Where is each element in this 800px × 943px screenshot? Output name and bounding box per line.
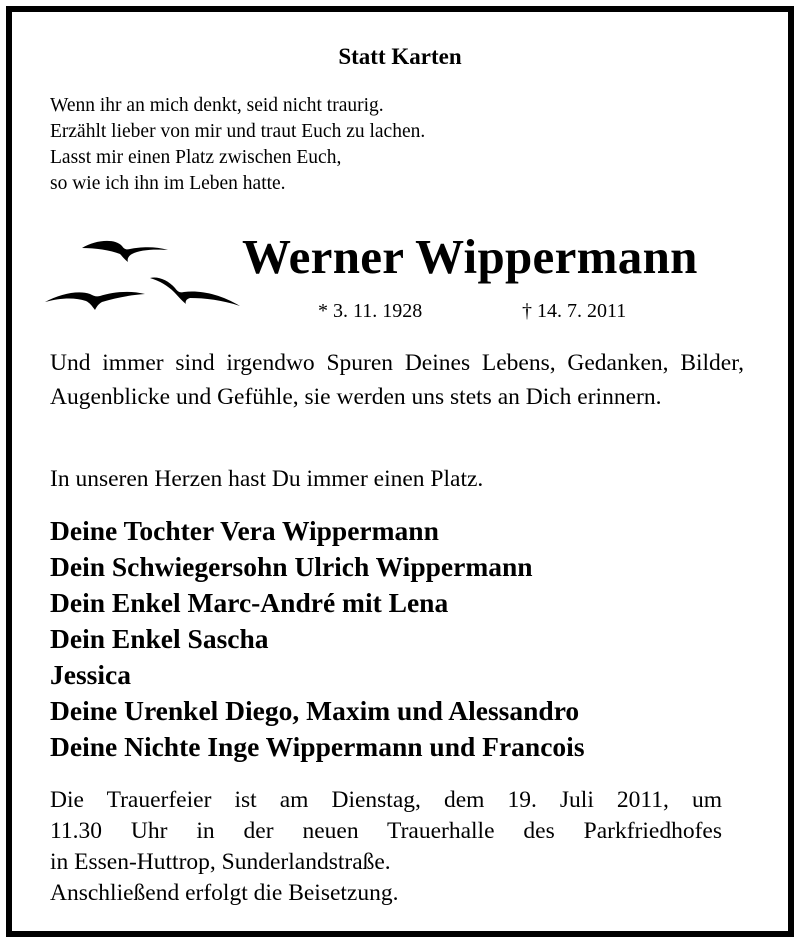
deceased-name: Werner Wippermann	[242, 229, 698, 284]
mourner: Deine Nichte Inge Wippermann und Francois	[50, 731, 585, 762]
funeral-line: Anschließend erfolgt die Beisetzung.	[50, 880, 399, 906]
funeral-info	[50, 785, 722, 909]
poem-line: Erzählt lieber von mir und traut Euch zu lachen.	[50, 121, 426, 142]
memorial-paragraph: Und immer sind irgendwo Spuren Deines Lebens, Gedanken, Bilder, Augenblicke und Gefühle, sie werden uns stets an Dich erinnern.	[50, 350, 744, 410]
mourner: Deine Urenkel Diego, Maxim und Alessandro	[50, 695, 580, 726]
poem-line: Wenn ihr an mich denkt, seid nicht traurig.	[50, 95, 384, 116]
mourners-list	[50, 513, 585, 765]
poem-line: Lasst mir einen Platz zwischen Euch,	[50, 147, 342, 168]
mourner: Jessica	[50, 659, 131, 690]
funeral-line: 11.30 Uhr in der neuen Trauerhalle des Parkfriedhofes	[50, 818, 722, 844]
notice-header: Statt Karten	[338, 44, 462, 69]
mourner: Dein Enkel Marc-André mit Lena	[50, 587, 449, 618]
poem	[50, 93, 425, 197]
birds-icon	[40, 232, 250, 322]
birth-date: * 3. 11. 1928	[318, 300, 423, 322]
poem-line: so wie ich ihn im Leben hatte.	[50, 173, 286, 194]
funeral-line: Die Trauerfeier ist am Dienstag, dem 19. Juli 2011, um	[50, 787, 722, 813]
funeral-line: in Essen-Huttrop, Sunderlandstraße.	[50, 849, 391, 875]
mourner: Dein Enkel Sascha	[50, 623, 269, 654]
death-date: † 14. 7. 2011	[522, 300, 627, 322]
mourner: Deine Tochter Vera Wippermann	[50, 515, 439, 546]
memorial-paragraph: In unseren Herzen hast Du immer einen Platz.	[50, 466, 484, 492]
mourner: Dein Schwiegersohn Ulrich Wippermann	[50, 551, 533, 582]
